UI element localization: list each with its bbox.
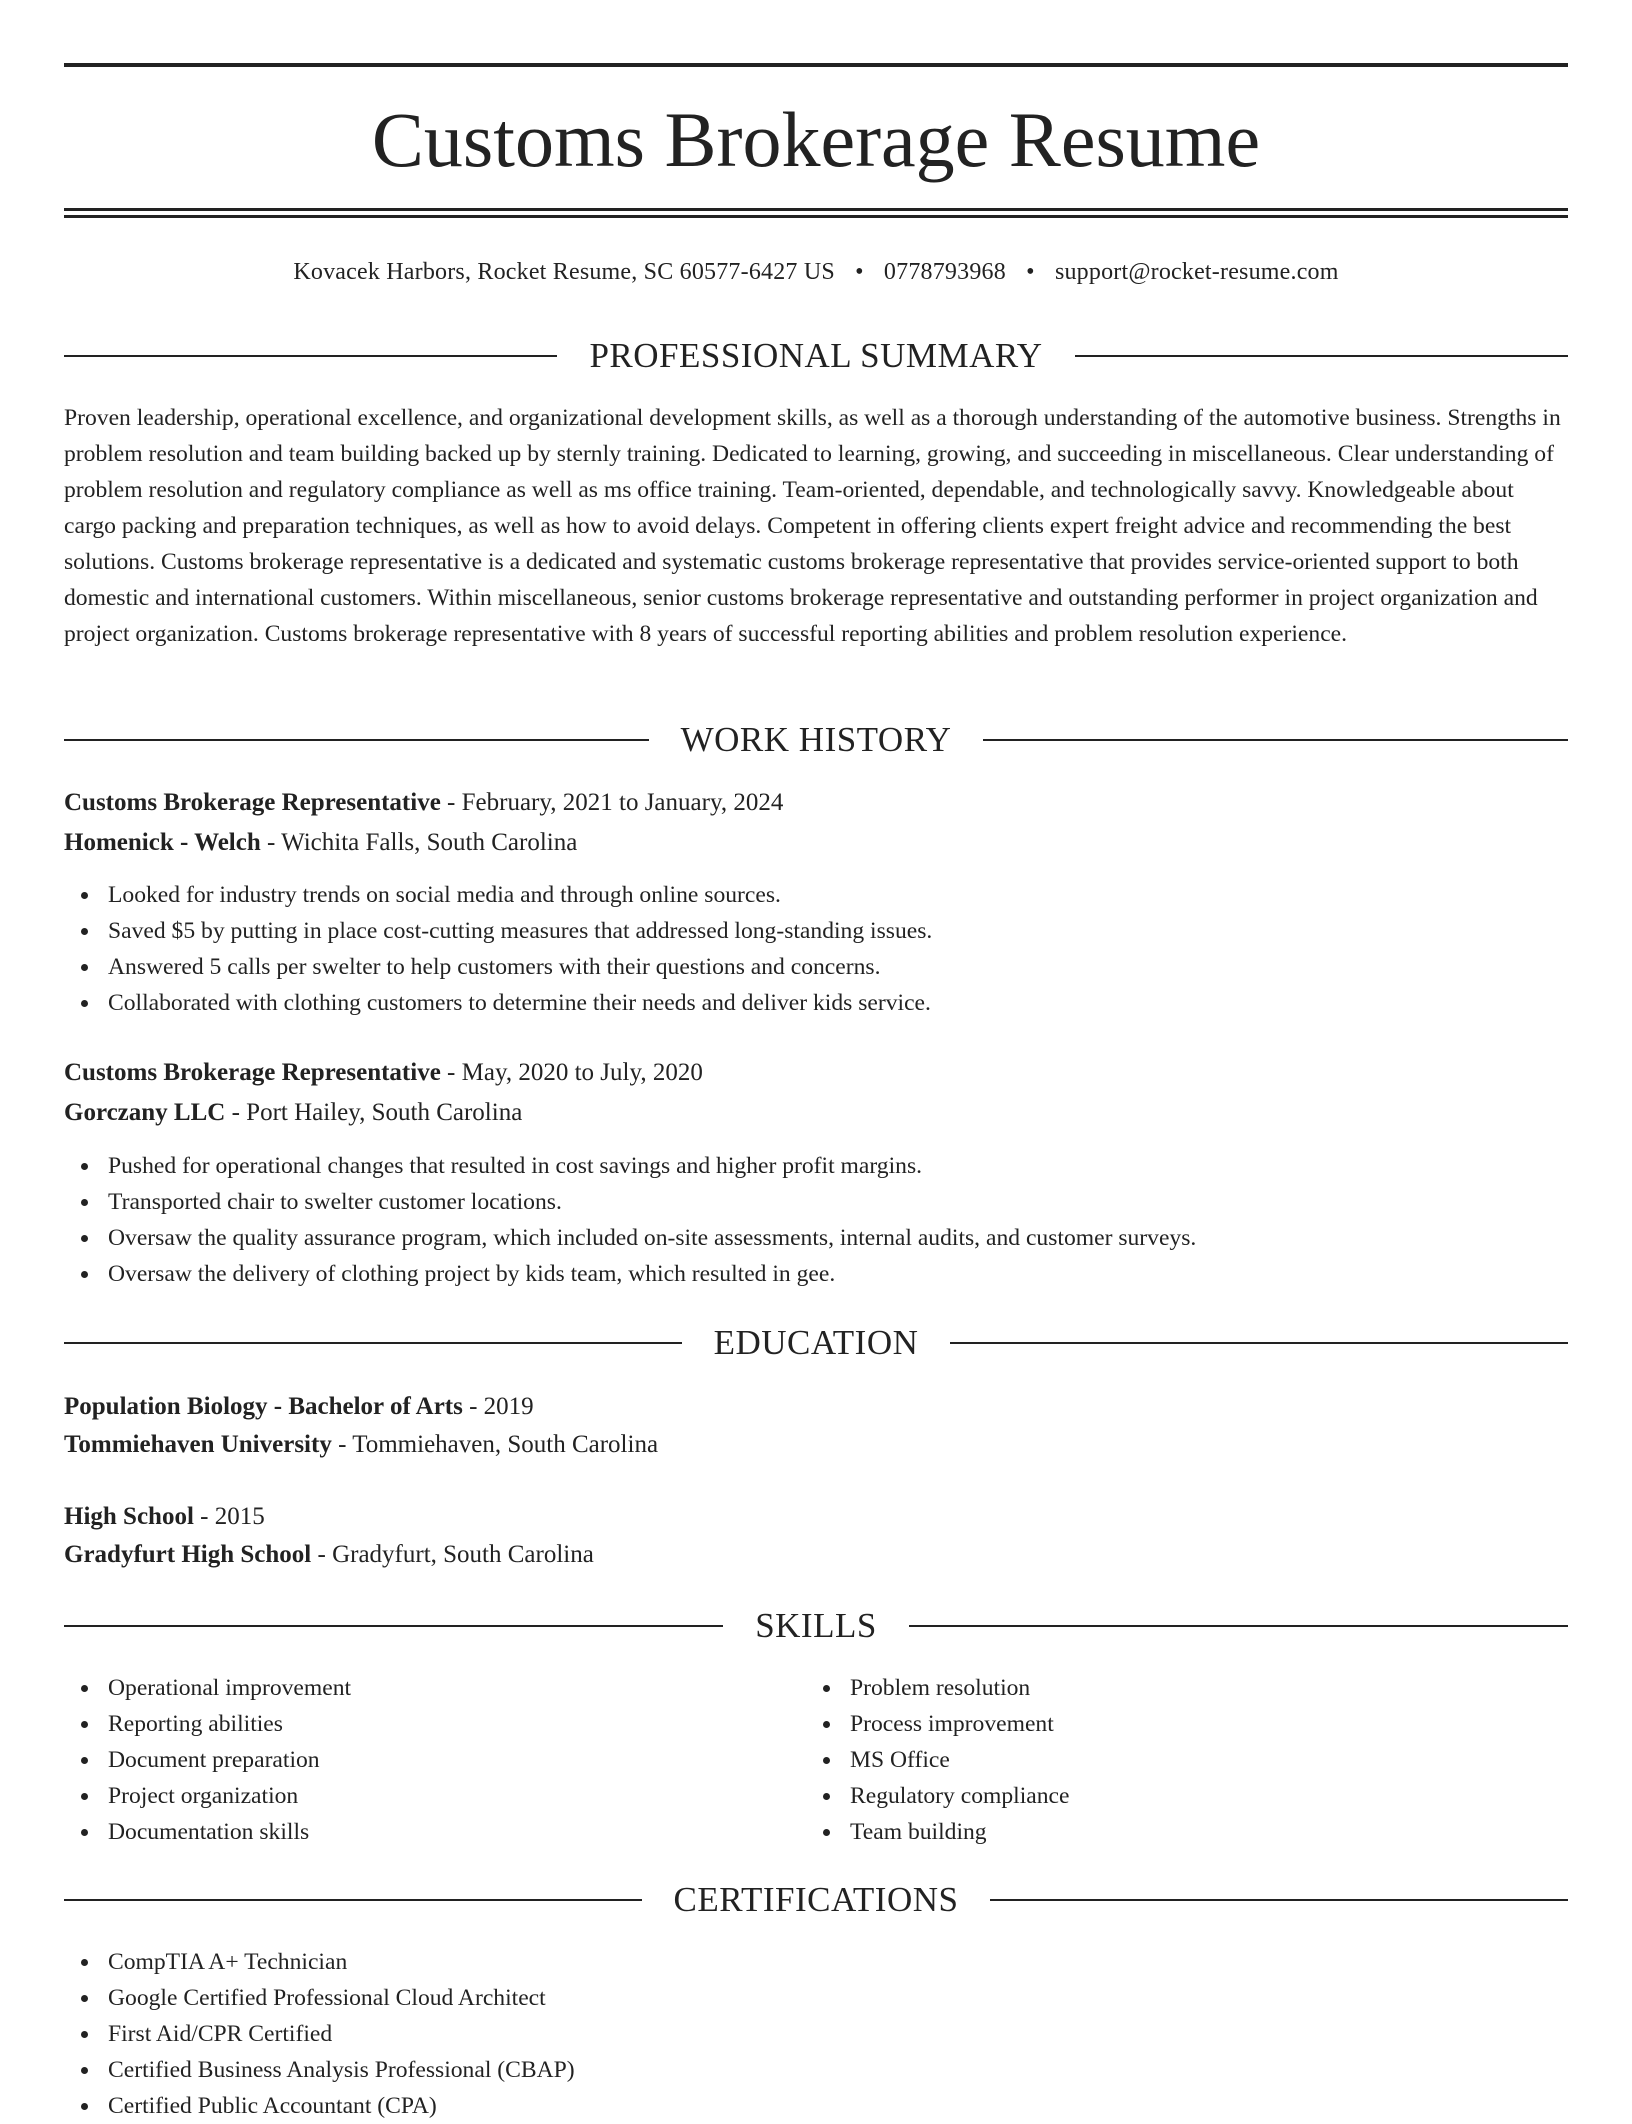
contact-address: Kovacek Harbors, Rocket Resume, SC 60577-6427 US (293, 259, 835, 285)
contact-line (64, 255, 1568, 289)
list-item: Answered 5 calls per swelter to help customers with their questions and concerns. (64, 949, 1568, 985)
job-title: Customs Brokerage Representative (64, 789, 441, 816)
skills-list-left (64, 1670, 764, 1850)
contact-email: support@rocket-resume.com (1054, 259, 1339, 285)
education-location: - Gradyfurt, South Carolina (311, 1541, 594, 1568)
skill-item: Operational improvement (64, 1670, 764, 1706)
job-company-line (64, 823, 1568, 863)
education-degree: Population Biology - Bachelor of Arts (64, 1393, 463, 1420)
job-title-line (64, 783, 1568, 823)
education-year: - 2019 (462, 1393, 534, 1420)
skill-item: Reporting abilities (64, 1706, 764, 1742)
section-rule (1075, 355, 1568, 357)
list-item: Collaborated with clothing customers to determine their needs and deliver kids service. (64, 985, 1568, 1021)
section-title-education: EDUCATION (713, 1323, 919, 1362)
skill-item: Documentation skills (64, 1814, 764, 1850)
section-title-summary: PROFESSIONAL SUMMARY (589, 336, 1043, 375)
job-company-line (64, 1093, 1568, 1133)
education-school: Tommiehaven University (64, 1431, 332, 1458)
section-title-skills: SKILLS (755, 1606, 877, 1645)
job-location: - Wichita Falls, South Carolina (260, 829, 578, 856)
list-item: Looked for industry trends on social media and through online sources. (64, 877, 1568, 913)
education-degree: High School (64, 1503, 194, 1530)
job-location: - Port Hailey, South Carolina (225, 1099, 523, 1126)
section-title-work: WORK HISTORY (680, 720, 952, 759)
title-double-rule (64, 208, 1568, 218)
education-degree-line (64, 1387, 1568, 1427)
section-rule (64, 1899, 642, 1901)
section-rule (64, 739, 649, 741)
skill-item: Document preparation (64, 1742, 764, 1778)
list-item: Transported chair to swelter customer locations. (64, 1184, 1568, 1220)
education-school: Gradyfurt High School (64, 1541, 312, 1568)
certification-item: Certified Business Analysis Professional (CBAP) (64, 2052, 1568, 2088)
top-rule (64, 63, 1568, 67)
education-school-line (64, 1535, 1568, 1575)
section-header-summary (64, 334, 1568, 378)
contact-separator: • (1026, 259, 1035, 285)
summary-paragraph: Proven leadership, operational excellence, and organizational development skills, as well as a thorough understanding of the automotive business. Strengths in problem resolution and team building backed up by sternly training. Dedicated to learning, growing, and succeeding in miscellaneous. Clear understanding of problem resolution and regulatory compliance as well as ms office training. Team-oriented, dependable, and technologically savvy. Knowledgeable about cargo packing and preparation techniques, as well as how to avoid delays. Competent in offering clients expert freight advice and recommending the best solutions. Customs brokerage representative is a dedicated and systematic customs brokerage representative that provides service-oriented support to both domestic and international customers. Within miscellaneous, senior customs brokerage representative and outstanding performer in project organization and project organization. Customs brokerage representative with 8 years of successful reporting abilities and problem resolution experience. (64, 405, 1561, 647)
education-degree-line (64, 1497, 1568, 1537)
section-rule (983, 739, 1568, 741)
education-school-line (64, 1425, 1568, 1465)
job-company: Gorczany LLC (64, 1099, 226, 1126)
job-dates: - February, 2021 to January, 2024 (440, 789, 784, 816)
contact-phone: 0778793968 (883, 259, 1006, 285)
job-title: Customs Brokerage Representative (64, 1059, 441, 1086)
section-rule (64, 355, 557, 357)
section-header-certifications (64, 1878, 1568, 1922)
section-header-skills (64, 1604, 1568, 1648)
section-rule (909, 1625, 1568, 1627)
skill-item: Regulatory compliance (806, 1778, 1506, 1814)
contact-separator: • (855, 259, 864, 285)
section-title-certifications: CERTIFICATIONS (673, 1880, 959, 1919)
certification-item: First Aid/CPR Certified (64, 2016, 1568, 2052)
section-rule (990, 1899, 1568, 1901)
education-location: - Tommiehaven, South Carolina (331, 1431, 659, 1458)
section-rule (64, 1342, 682, 1344)
section-header-work (64, 718, 1568, 762)
resume-title: Customs Brokerage Resume (371, 96, 1261, 183)
certification-item: Google Certified Professional Cloud Architect (64, 1980, 1568, 2016)
list-item: Saved $5 by putting in place cost-cutting measures that addressed long-standing issues. (64, 913, 1568, 949)
education-year: - 2015 (193, 1503, 265, 1530)
list-item: Oversaw the quality assurance program, which included on-site assessments, internal audits, and customer surveys. (64, 1220, 1568, 1256)
list-item: Oversaw the delivery of clothing project by kids team, which resulted in gee. (64, 1256, 1568, 1292)
skill-item: Process improvement (806, 1706, 1506, 1742)
certifications-list (64, 1944, 1568, 2124)
skills-list-right (806, 1670, 1506, 1850)
job-duties-list (64, 1148, 1568, 1292)
certification-item: CompTIA A+ Technician (64, 1944, 1568, 1980)
section-rule (64, 1625, 723, 1627)
skill-item: Team building (806, 1814, 1506, 1850)
list-item: Pushed for operational changes that resulted in cost savings and higher profit margins. (64, 1148, 1568, 1184)
job-title-line (64, 1053, 1568, 1093)
job-dates: - May, 2020 to July, 2020 (440, 1059, 703, 1086)
skill-item: MS Office (806, 1742, 1506, 1778)
skill-item: Problem resolution (806, 1670, 1506, 1706)
certification-item: Certified Public Accountant (CPA) (64, 2088, 1568, 2124)
job-duties-list (64, 877, 1568, 1021)
section-rule (950, 1342, 1568, 1344)
skill-item: Project organization (64, 1778, 764, 1814)
section-header-education (64, 1321, 1568, 1365)
job-company: Homenick - Welch (64, 829, 261, 856)
